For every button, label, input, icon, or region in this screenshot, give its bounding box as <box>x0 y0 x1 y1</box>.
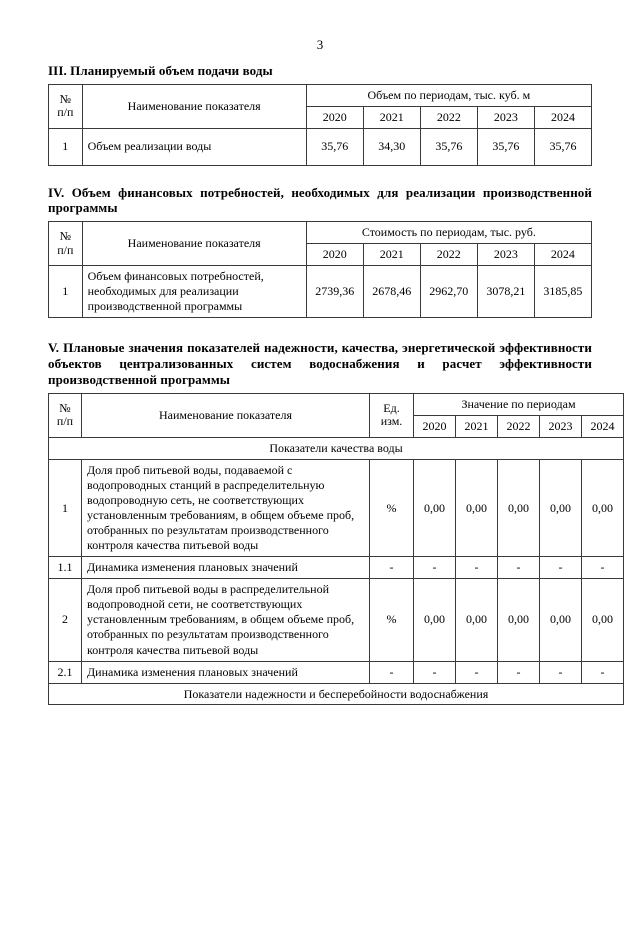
row-np: 2.1 <box>49 661 82 683</box>
row-value-2024: 3185,85 <box>534 266 591 318</box>
header-year-2021: 2021 <box>456 415 498 437</box>
row-name: Объем финансовых потребностей, необходимых для реализации производственной программы <box>82 266 306 318</box>
row-value-2020: - <box>414 557 456 579</box>
row-value-2022: 0,00 <box>498 459 540 557</box>
header-year-2022: 2022 <box>420 106 477 128</box>
header-year-2023: 2023 <box>540 415 582 437</box>
row-value-2023: 3078,21 <box>477 266 534 318</box>
header-year-2024: 2024 <box>582 415 624 437</box>
band-label-quality: Показатели качества воды <box>49 437 624 459</box>
row-value-2021: - <box>456 661 498 683</box>
row-np: 1 <box>49 459 82 557</box>
row-value-2020: - <box>414 661 456 683</box>
row-np: 1.1 <box>49 557 82 579</box>
table-row <box>49 579 624 662</box>
table-band-row-quality <box>49 437 624 459</box>
row-unit: - <box>370 661 414 683</box>
row-value-2020: 35,76 <box>306 128 363 165</box>
table-band-row-reliability <box>49 683 624 705</box>
row-value-2022: 0,00 <box>498 579 540 662</box>
row-value-2024: 35,76 <box>534 128 591 165</box>
header-np-line1: № <box>59 229 72 244</box>
row-value-2024: - <box>582 661 624 683</box>
row-value-2021: 0,00 <box>456 459 498 557</box>
table-section-iv <box>48 221 592 318</box>
header-np-line1: № <box>59 400 71 415</box>
header-cell-group: Объем по периодам, тыс. куб. м <box>306 84 591 106</box>
row-name: Динамика изменения плановых значений <box>82 661 370 683</box>
table-row <box>49 266 592 318</box>
table-row <box>49 557 624 579</box>
row-name: Доля проб питьевой воды, подаваемой с водопроводных станций в распределительную водопроводную сеть, не соответствующих установленным требованиям, в общем объеме проб, отобранных по результатам производственного контроля качества питьевой воды <box>82 459 370 557</box>
row-name: Доля проб питьевой воды в распределительной водопроводной сети, не соответствующих установленным требованиям, в общем объеме проб, отобранных по результатам производственного контроля качества питьевой воды <box>82 579 370 662</box>
document-page <box>0 38 640 943</box>
header-cell-unit <box>370 393 414 437</box>
header-year-2020: 2020 <box>306 244 363 266</box>
row-value-2023: 0,00 <box>540 579 582 662</box>
row-value-2023: - <box>540 661 582 683</box>
row-value-2021: 34,30 <box>363 128 420 165</box>
header-cell-group: Стоимость по периодам, тыс. руб. <box>306 222 591 244</box>
header-year-2024: 2024 <box>534 244 591 266</box>
row-value-2023: 35,76 <box>477 128 534 165</box>
row-name: Объем реализации воды <box>82 128 306 165</box>
row-value-2020: 0,00 <box>414 459 456 557</box>
row-value-2020: 2739,36 <box>306 266 363 318</box>
header-cell-np <box>49 84 83 128</box>
row-value-2023: 0,00 <box>540 459 582 557</box>
header-year-2023: 2023 <box>477 106 534 128</box>
header-np-line2: п/п <box>56 414 74 429</box>
section-heading-iv: IV. Объем финансовых потребностей, необходимых для реализации производственной программы <box>48 184 592 216</box>
row-value-2024: 0,00 <box>582 579 624 662</box>
header-cell-np <box>49 222 83 266</box>
row-unit: % <box>370 459 414 557</box>
row-value-2020: 0,00 <box>414 579 456 662</box>
row-value-2022: - <box>498 661 540 683</box>
row-np: 1 <box>49 128 83 165</box>
row-value-2024: - <box>582 557 624 579</box>
row-value-2023: - <box>540 557 582 579</box>
row-value-2022: - <box>498 557 540 579</box>
row-name: Динамика изменения плановых значений <box>82 557 370 579</box>
row-value-2022: 2962,70 <box>420 266 477 318</box>
header-year-2022: 2022 <box>420 244 477 266</box>
header-year-2023: 2023 <box>477 244 534 266</box>
row-value-2021: - <box>456 557 498 579</box>
header-np-line2: п/п <box>57 242 74 257</box>
header-np-line1: № <box>59 91 72 106</box>
header-cell-np <box>49 393 82 437</box>
header-year-2020: 2020 <box>306 106 363 128</box>
table-header-row <box>49 84 592 106</box>
row-np: 1 <box>49 266 83 318</box>
table-section-iii <box>48 84 592 166</box>
band-label-reliability: Показатели надежности и бесперебойности водоснабжения <box>49 683 624 705</box>
header-year-2021: 2021 <box>363 244 420 266</box>
header-unit-line2: изм. <box>380 414 403 429</box>
header-year-2024: 2024 <box>534 106 591 128</box>
table-row <box>49 128 592 165</box>
row-value-2022: 35,76 <box>420 128 477 165</box>
header-cell-name: Наименование показателя <box>82 393 370 437</box>
page-number: 3 <box>316 37 324 52</box>
row-np: 2 <box>49 579 82 662</box>
header-year-2021: 2021 <box>363 106 420 128</box>
table-row <box>49 661 624 683</box>
section-heading-v: V. Плановые значения показателей надежности, качества, энергетической эффективности объектов централизованных систем водоснабжения и расчет эффективности производственной программы <box>48 340 592 388</box>
header-cell-group: Значение по периодам <box>414 393 624 415</box>
table-header-row <box>49 222 592 244</box>
table-section-v <box>48 393 624 705</box>
table-header-row <box>49 393 624 415</box>
table-row <box>49 459 624 557</box>
row-unit: % <box>370 579 414 662</box>
row-value-2021: 2678,46 <box>363 266 420 318</box>
header-unit-line1: Ед. <box>383 400 400 415</box>
row-value-2024: 0,00 <box>582 459 624 557</box>
row-unit: - <box>370 557 414 579</box>
header-cell-name: Наименование показателя <box>82 222 306 266</box>
header-year-2020: 2020 <box>414 415 456 437</box>
row-value-2021: 0,00 <box>456 579 498 662</box>
header-np-line2: п/п <box>57 105 74 120</box>
header-year-2022: 2022 <box>498 415 540 437</box>
header-cell-name: Наименование показателя <box>82 84 306 128</box>
section-heading-iii: III. Планируемый объем подачи воды <box>48 63 273 78</box>
